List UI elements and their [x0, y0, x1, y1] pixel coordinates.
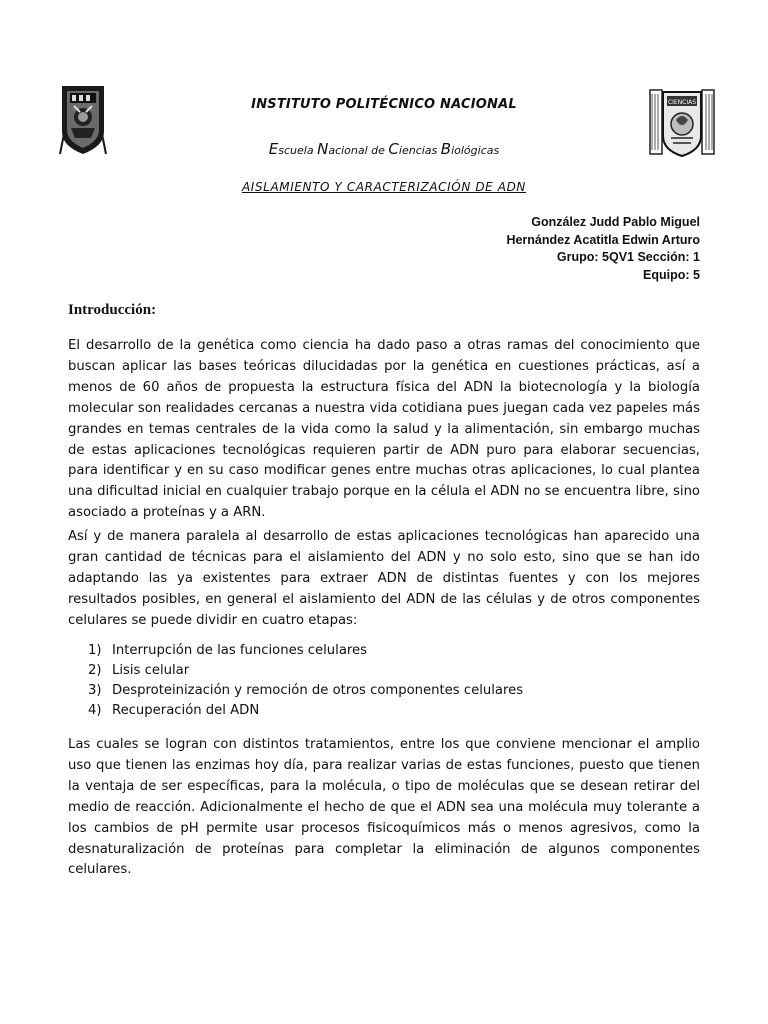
school-word-5-initial: B [440, 140, 452, 158]
list-item-number: 3) [88, 683, 102, 698]
list-item-number: 2) [88, 663, 102, 678]
author-line: Hernández Acatitla Edwin Arturo [506, 232, 700, 247]
list-item-text: Lisis celular [112, 663, 190, 678]
list-item-text: Desproteinización y remoción de otros componentes celulares [112, 683, 524, 698]
list-item [88, 661, 523, 681]
group-section-line: Grupo: 5QV1 Sección: 1 [556, 250, 700, 264]
school-word-1-initial: E [268, 140, 279, 158]
crest-caption-ciencias: CIENCIAS [667, 99, 697, 106]
team-line: Equipo: 5 [643, 267, 700, 282]
school-word-4-initial: C [388, 140, 399, 158]
school-word-4-rest: iencias [398, 144, 438, 157]
school-name [0, 140, 768, 158]
school-word-1-rest: scuela [278, 144, 314, 157]
section-heading: Introducción: [68, 302, 157, 318]
list-item-number: 4) [88, 703, 102, 718]
document-title: AISLAMIENTO Y CARACTERIZACIÓN DE ADN [242, 180, 526, 194]
school-word-3: de [371, 144, 385, 157]
institution-name: INSTITUTO POLITÉCNICO NACIONAL [251, 97, 517, 112]
school-word-5-rest: iológicas [451, 144, 500, 157]
list-item-text: Interrupción de las funciones celulares [112, 643, 368, 658]
dna-isolation-steps-list [88, 641, 523, 721]
author-block [506, 214, 700, 284]
intro-paragraph-1: El desarrollo de la genética como ciencia ha dado paso a otras ramas del conocimiento que buscan aplicar las bases teóricas dilucidadas por la genética en cuestiones prácticas, así a menos de 60 años de propuesta la estructura física del ADN la biotecnología y la biología molecular son realidades cercanas a nuestra vida cotidiana pues juegan cada vez papeles más grandes en temas centrales de la vida como la salud y la alimentación, sin embargo muchas de estas aplicaciones tecnológicas requieren partir de ADN puro para elaborar secuencias, para identificar y en su caso modificar genes entre muchas otras aplicaciones, lo cual plantea una dificultad inicial en cualquier trabajo porque en la célula el ADN no se encuentra libre, sino asociado a proteínas y a ARN. [68, 338, 700, 521]
author-line: González Judd Pablo Miguel [531, 215, 700, 229]
list-item [88, 641, 523, 661]
list-item [88, 701, 523, 721]
list-item-number: 1) [88, 643, 102, 658]
list-item [88, 681, 523, 701]
school-word-2-initial: N [317, 140, 329, 158]
list-item-text: Recuperación del ADN [112, 703, 260, 718]
intro-paragraph-3: Las cuales se logran con distintos tratamientos, entre los que conviene mencionar el amplio uso que tienen las enzimas hoy día, para realizar varias de estas funciones, puesto que tienen la ventaja de ser específicas, para la molécula, o tipo de moléculas que se desean retirar del medio de reacción. Adicionalmente el hecho de que el ADN sea una molécula muy tolerante a los cambios de pH permite usar procesos fisicoquímicos más o menos agresivos, como la desnaturalización de proteínas para completar la eliminación de algunos componentes celulares. [68, 737, 700, 878]
intro-paragraph-2: Así y de manera paralela al desarrollo de estas aplicaciones tecnológicas han aparecido una gran cantidad de técnicas para el aislamiento del ADN y no solo esto, sino que se han ido adaptando las ya existentes para extraer ADN de distintas fuentes y con los mejores resultados posibles, en general el aislamiento del ADN de las células y de otros componentes celulares se puede dividir en cuatro etapas: [68, 529, 700, 628]
school-word-2-rest: acional [328, 144, 368, 157]
